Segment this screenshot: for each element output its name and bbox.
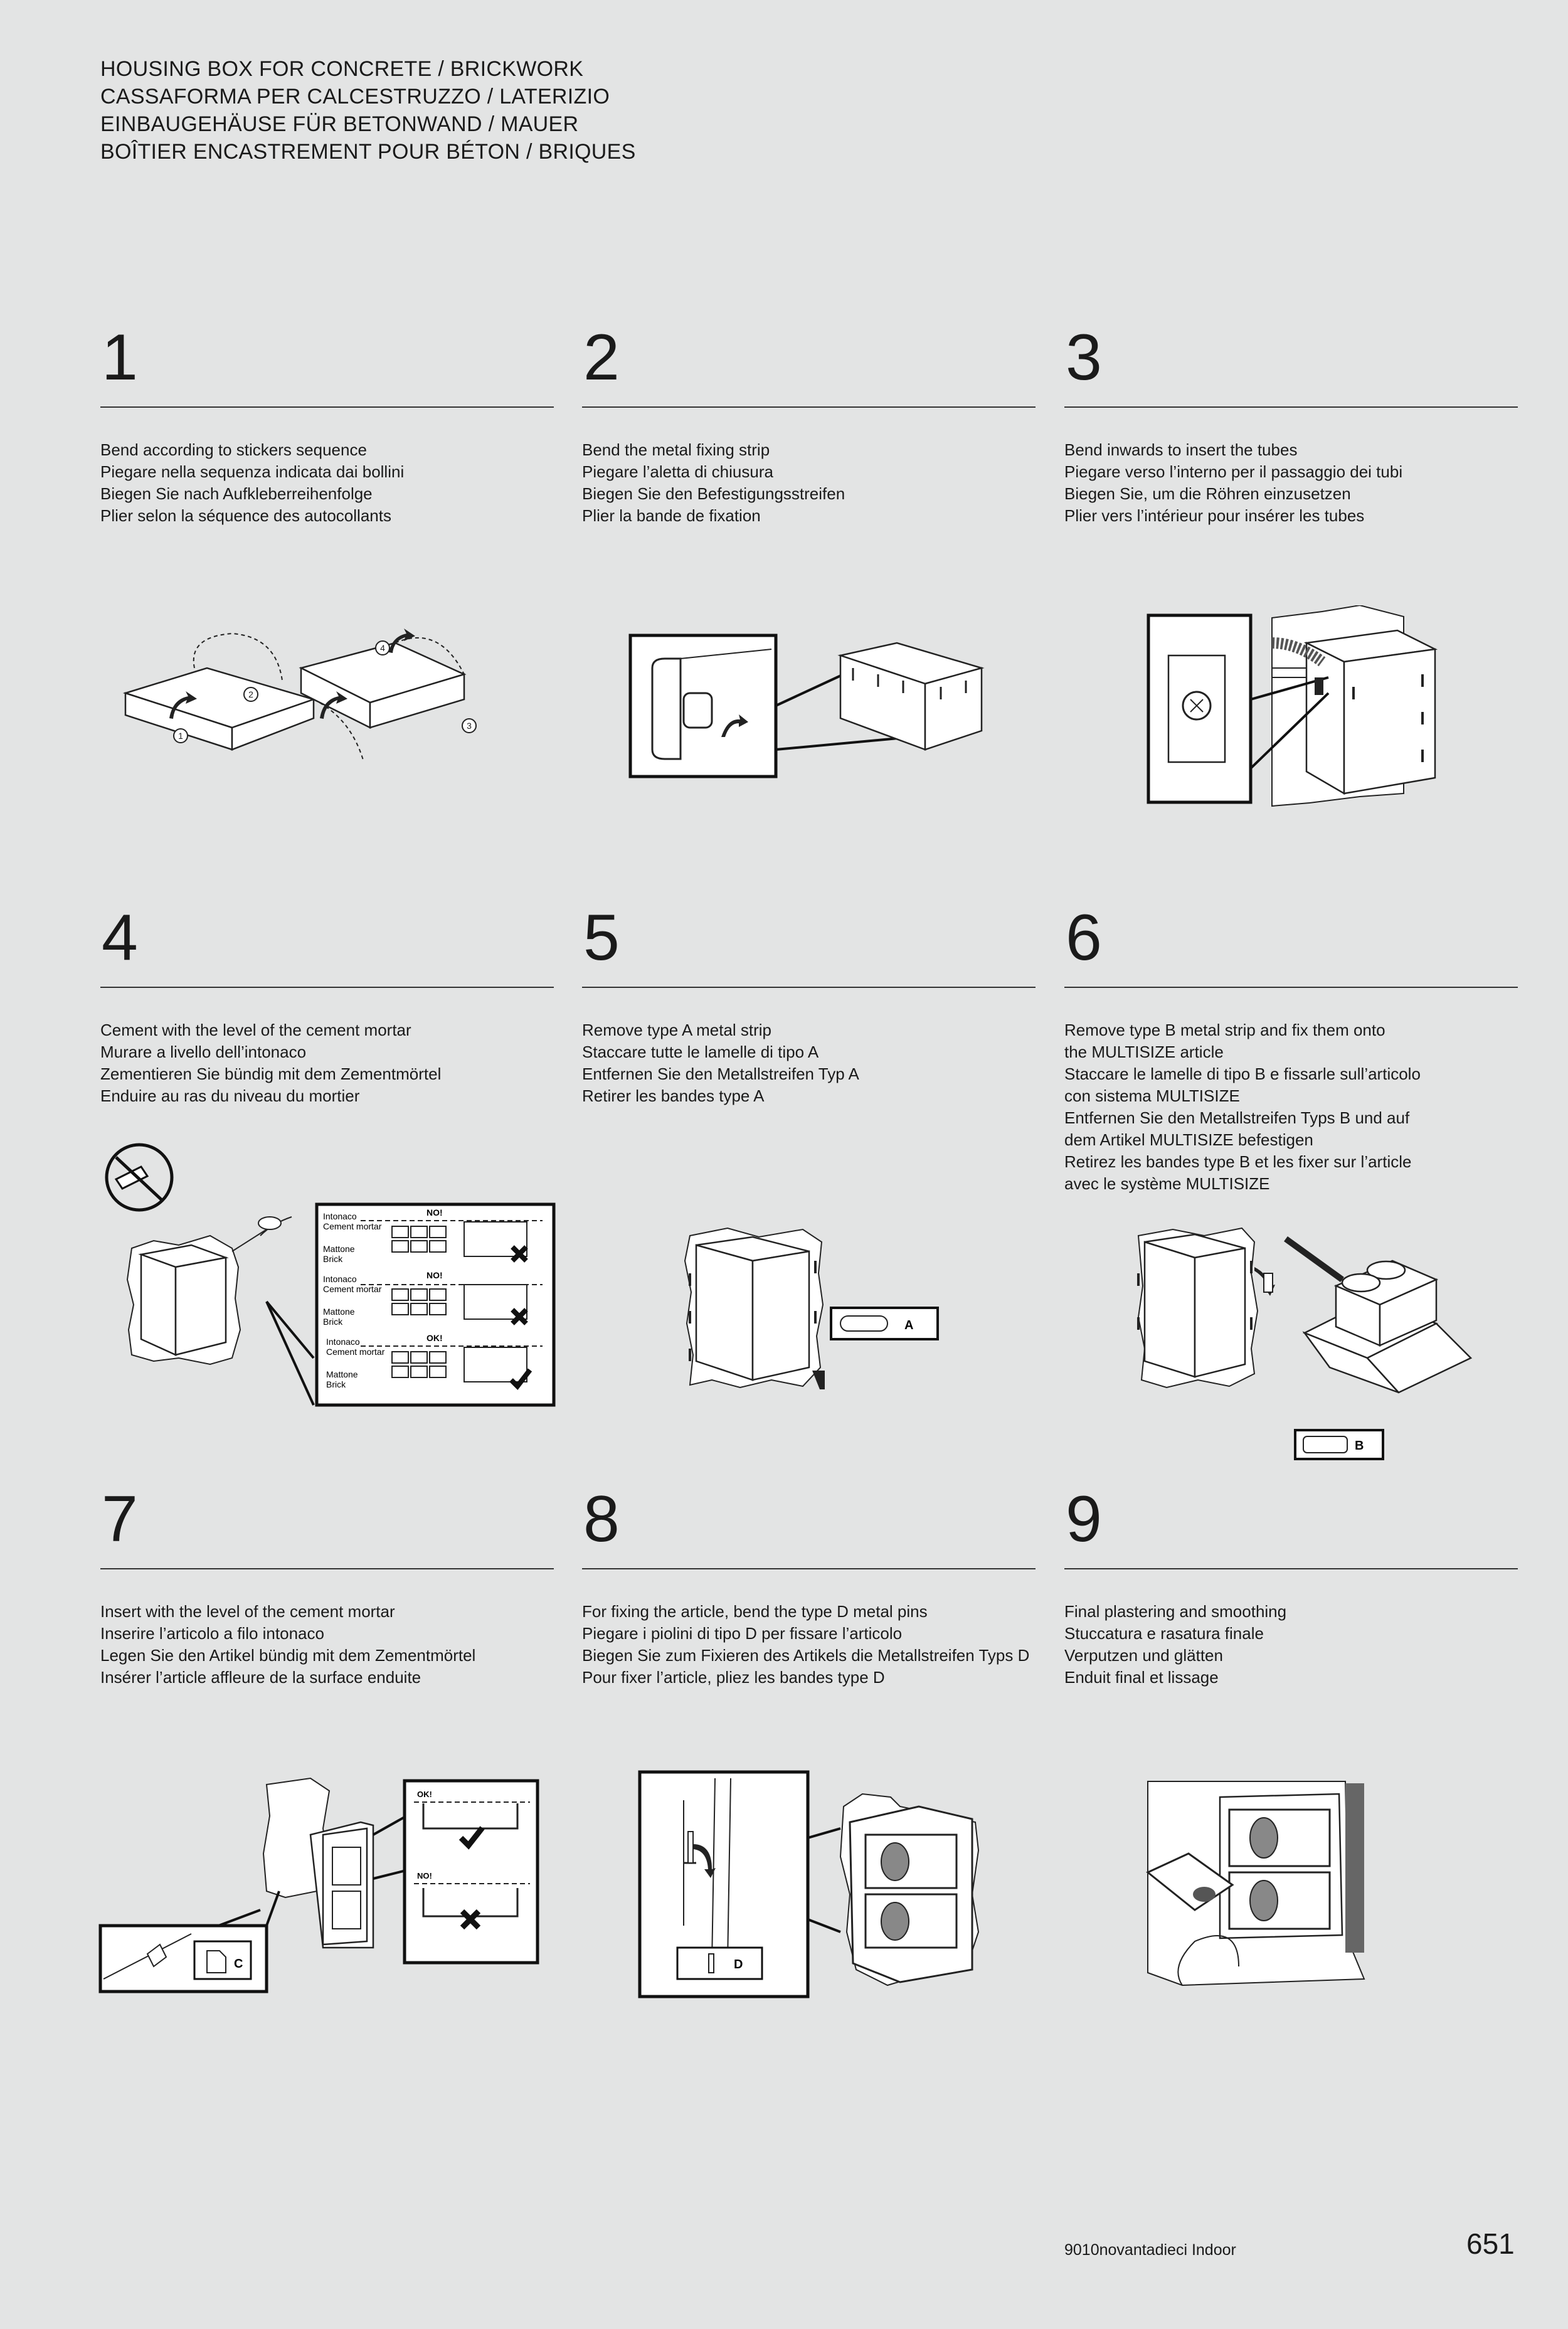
- brick-en-label: Brick: [323, 1317, 343, 1327]
- instruction-de: Verputzen und glätten: [1064, 1646, 1223, 1665]
- instruction-it-cont: con sistema MULTISIZE: [1064, 1086, 1240, 1105]
- sticker-3-label: 3: [467, 721, 472, 731]
- step-4: [100, 901, 554, 1107]
- instruction-de: Biegen Sie nach Aufkleberreihenfolge: [100, 484, 373, 503]
- instruction-de: Zementieren Sie bündig mit dem Zementmörtel: [100, 1064, 442, 1083]
- step-number: 1: [102, 321, 138, 394]
- sticker-2-label: 2: [248, 689, 253, 699]
- step-8-illustration: [637, 1769, 988, 2001]
- instruction-en: Bend the metal fixing strip: [582, 440, 770, 459]
- step-2: [582, 321, 1036, 527]
- brick-label: Mattone: [323, 1244, 355, 1254]
- instruction-fr: Enduire au ras du niveau du mortier: [100, 1086, 360, 1105]
- instruction-de: Entfernen Sie den Metallstreifen Typ A: [582, 1064, 859, 1083]
- strip-a-icon: [840, 1316, 887, 1331]
- step-1-illustration: [113, 624, 527, 787]
- step-2-illustration: [627, 630, 1004, 781]
- instruction-de: Biegen Sie, um die Röhren einzusetzen: [1064, 484, 1351, 503]
- step-number: 2: [583, 321, 620, 394]
- step-divider: [582, 1568, 1036, 1569]
- step-instructions: [100, 439, 554, 527]
- ok-label: OK!: [417, 1790, 432, 1799]
- instruction-fr: Plier selon la séquence des autocollants: [100, 506, 391, 525]
- instruction-fr-cont: avec le système MULTISIZE: [1064, 1174, 1270, 1193]
- step-divider: [1064, 987, 1518, 988]
- plaster-en-label: Cement mortar: [323, 1284, 382, 1294]
- brick-en-label: Brick: [323, 1254, 343, 1264]
- title-line-fr: BOÎTIER ENCASTREMENT POUR BÉTON / BRIQUES: [100, 140, 636, 164]
- instruction-en: Cement with the level of the cement mortar: [100, 1021, 411, 1039]
- step-divider: [582, 987, 1036, 988]
- step-number: 8: [583, 1483, 620, 1556]
- step-instructions: [582, 1601, 1036, 1689]
- instruction-de: Biegen Sie den Befestigungsstreifen: [582, 484, 845, 503]
- plaster-label: Intonaco: [323, 1211, 357, 1221]
- step-number: 6: [1066, 901, 1102, 974]
- step-number: 9: [1066, 1483, 1102, 1556]
- step-4-illustration: [97, 1142, 561, 1414]
- step-number: 3: [1066, 321, 1102, 394]
- step-instructions: [1064, 1019, 1518, 1195]
- step-3-illustration: [1147, 605, 1448, 815]
- brick-label: Mattone: [326, 1369, 358, 1379]
- pin-c-label: C: [234, 1957, 243, 1971]
- instruction-de: Entfernen Sie den Metallstreifen Typs B und auf: [1064, 1108, 1410, 1127]
- brick-en-label: Brick: [326, 1379, 346, 1389]
- verdict-label: NO!: [426, 1270, 443, 1280]
- instruction-fr: Enduit final et lissage: [1064, 1668, 1219, 1687]
- step-instructions: [100, 1019, 554, 1107]
- step-instructions: [582, 1019, 1036, 1107]
- instruction-it: Murare a livello dell’intonaco: [100, 1042, 307, 1061]
- instruction-it: Staccare le lamelle di tipo B e fissarle sull’articolo: [1064, 1064, 1421, 1083]
- instruction-it: Piegare nella sequenza indicata dai bollini: [100, 462, 405, 481]
- sticker-4-label: 4: [380, 643, 385, 653]
- instruction-en: Remove type B metal strip and fix them onto: [1064, 1021, 1385, 1039]
- instruction-en: Bend inwards to insert the tubes: [1064, 440, 1298, 459]
- step-5-illustration: [677, 1223, 978, 1411]
- title-line-it: CASSAFORMA PER CALCESTRUZZO / LATERIZIO: [100, 85, 610, 109]
- instruction-en: For fixing the article, bend the type D metal pins: [582, 1602, 928, 1621]
- step-9: [1064, 1483, 1518, 1689]
- plaster-en-label: Cement mortar: [323, 1221, 382, 1231]
- document-title: [100, 55, 636, 166]
- no-label: NO!: [417, 1871, 432, 1881]
- step-8: [582, 1483, 1036, 1689]
- step-instructions: [582, 439, 1036, 527]
- strip-b-label: B: [1355, 1439, 1364, 1453]
- instruction-de-cont: dem Artikel MULTISIZE befestigen: [1064, 1130, 1313, 1149]
- instruction-en: Bend according to stickers sequence: [100, 440, 367, 459]
- instruction-fr: Retirer les bandes type A: [582, 1086, 765, 1105]
- instruction-en: Remove type A metal strip: [582, 1021, 772, 1039]
- instruction-fr: Plier la bande de fixation: [582, 506, 761, 525]
- footer-brand: 9010novantadieci Indoor: [1064, 2241, 1236, 2259]
- instruction-it: Inserire l’articolo a filo intonaco: [100, 1624, 324, 1643]
- step-5: [582, 901, 1036, 1107]
- instruction-it: Stuccatura e rasatura finale: [1064, 1624, 1264, 1643]
- step-instructions: [1064, 439, 1518, 527]
- step-1: [100, 321, 554, 527]
- step-number: 7: [102, 1483, 138, 1556]
- verdict-label: OK!: [426, 1333, 443, 1343]
- pin-d-badge: [677, 1948, 762, 1979]
- instruction-en: Final plastering and smoothing: [1064, 1602, 1287, 1621]
- instruction-de: Legen Sie den Artikel bündig mit dem Zementmörtel: [100, 1646, 476, 1665]
- step-divider: [100, 1568, 554, 1569]
- strip-b-icon: [1303, 1436, 1347, 1453]
- instruction-it: Piegare i piolini di tipo D per fissare l’articolo: [582, 1624, 903, 1643]
- step-instructions: [1064, 1601, 1518, 1689]
- instruction-fr: Plier vers l’intérieur pour insérer les tubes: [1064, 506, 1365, 525]
- instruction-fr: Insérer l’article affleure de la surface enduite: [100, 1668, 421, 1687]
- page-number: 651: [1466, 2227, 1515, 2260]
- step-divider: [100, 406, 554, 408]
- verdict-label: NO!: [426, 1207, 443, 1218]
- step-9-illustration: [1145, 1778, 1427, 1998]
- instruction-en-cont: the MULTISIZE article: [1064, 1042, 1224, 1061]
- step-6-illustration: [1135, 1223, 1474, 1462]
- brick-label: Mattone: [323, 1307, 355, 1317]
- instruction-it: Staccare tutte le lamelle di tipo A: [582, 1042, 819, 1061]
- step-6: [1064, 901, 1518, 1195]
- plaster-en-label: Cement mortar: [326, 1347, 385, 1357]
- step-divider: [1064, 1568, 1518, 1569]
- instruction-en: Insert with the level of the cement mortar: [100, 1602, 395, 1621]
- step-divider: [100, 987, 554, 988]
- step-number: 4: [102, 901, 138, 974]
- instruction-fr: Retirez les bandes type B et les fixer sur l’article: [1064, 1152, 1412, 1171]
- title-line-en: HOUSING BOX FOR CONCRETE / BRICKWORK: [100, 57, 584, 81]
- step-3: [1064, 321, 1518, 527]
- step-divider: [582, 406, 1036, 408]
- step-divider: [1064, 406, 1518, 408]
- instruction-de: Biegen Sie zum Fixieren des Artikels die Metallstreifen Typs D: [582, 1646, 1030, 1665]
- plaster-label: Intonaco: [323, 1274, 357, 1284]
- step-number: 5: [583, 901, 620, 974]
- sticker-1-label: 1: [178, 731, 183, 741]
- instruction-it: Piegare l’aletta di chiusura: [582, 462, 773, 481]
- pin-d-label: D: [734, 1958, 743, 1971]
- title-line-de: EINBAUGEHÄUSE FÜR BETONWAND / MAUER: [100, 112, 579, 136]
- step-instructions: [100, 1601, 554, 1689]
- step-7-illustration: [97, 1766, 543, 1998]
- step-7: [100, 1483, 554, 1689]
- instruction-fr: Pour fixer l’article, pliez les bandes type D: [582, 1668, 885, 1687]
- strip-a-label: A: [904, 1318, 914, 1332]
- plaster-label: Intonaco: [326, 1337, 360, 1347]
- instruction-it: Piegare verso l’interno per il passaggio dei tubi: [1064, 462, 1403, 481]
